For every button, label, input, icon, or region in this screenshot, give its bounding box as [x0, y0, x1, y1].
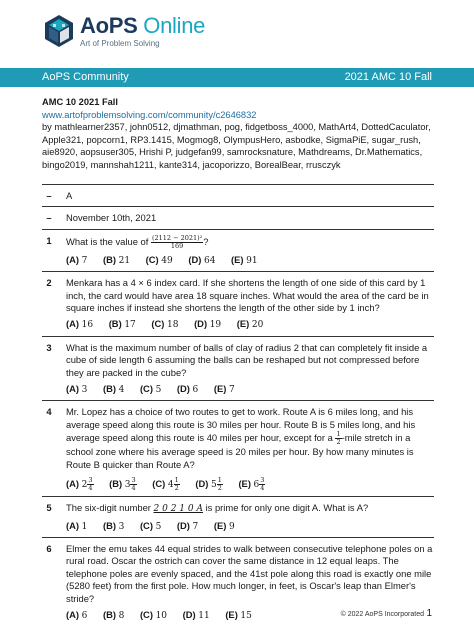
problem-statement: What is the maximum number of balls of clay of radius 2 that can completely fit inside a cube of side length 6 assuming the balls can be reshaped but not compressed before they are packed in the cube? — [66, 341, 428, 378]
answer-choices — [66, 520, 434, 533]
header-banner — [0, 68, 474, 87]
statement-text: Mr. Lopez has a choice of two routes to get to work. Route A is 6 miles long, and his average speed along this route is 30 miles per hour. Route B is 5 miles long, and his average speed along this route is 40 miles per hour, except for a — [66, 406, 416, 444]
problem-3 — [42, 336, 434, 401]
choice-c: (C) 4 $\frac{1}{2}$ — [152, 476, 179, 493]
choice-e: (E) 91 — [231, 253, 258, 266]
problem-number: 1 — [42, 229, 56, 271]
choice-b: (B) 8 — [102, 608, 125, 621]
problem-number: 4 — [42, 401, 56, 497]
answer-choices — [66, 318, 434, 331]
choice-d: (D) 6 — [176, 383, 199, 396]
choice-d: (D) 7 — [176, 519, 199, 532]
problem-number: 5 — [42, 497, 56, 538]
fraction-numerator: 1 — [336, 430, 341, 439]
choice-d: (D) 5 $\frac{1}{2}$ — [195, 476, 222, 493]
aops-cube-logo-icon — [44, 14, 74, 48]
problem-list — [42, 184, 434, 626]
banner-contest: 2021 AMC 10 Fall — [344, 71, 432, 83]
row-number: – — [42, 207, 56, 229]
problem-2 — [42, 272, 434, 337]
problem-statement — [66, 502, 434, 515]
table-row — [42, 185, 434, 207]
problem-statement — [66, 235, 434, 250]
problem-statement — [66, 406, 434, 471]
choice-d: (D) 64 — [188, 253, 216, 266]
choice-e: (E) 9 — [213, 519, 235, 532]
logo-brand: AoPS — [80, 13, 138, 38]
author-list: by mathlearner2357, john0512, djmathman, pog, fidgetboss_4000, MathArt4, DottedCaculator, Apple321, popcorn1, RP3.1415, Mogmog8, OlympusHero, asbodke, SigmaPiE, sugar_rush, aie8920, aopsuser305, Hrishi P, judgefan99, samrocksnature, Mathdreams, Dr.Mathematics, bingo2019, mannshah1211, kante314, jacoporizzo, BorealBear, rrusczyk — [42, 122, 431, 170]
banner-community: AoPS Community — [42, 71, 129, 83]
logo-brand-suffix: Online — [143, 13, 206, 38]
choice-a: (A) 6 — [66, 608, 88, 621]
problem-1 — [42, 229, 434, 271]
six-digit-number: 2 0 2 1 0 A — [153, 504, 203, 515]
community-link[interactable]: www.artofproblemsolving.com/community/c2646832 — [42, 109, 257, 120]
statement-text: is prime for only one digit A. What is A? — [202, 502, 369, 514]
choice-e: (E) 7 — [213, 383, 235, 396]
choice-c: (C) 5 — [139, 383, 162, 396]
choice-b: (B) 4 — [102, 383, 125, 396]
problem-statement: Menkara has a 4 × 6 index card. If she shortens the length of one side of this card by 1 inch, the card would have area 18 square inches. What would the area of the card be in square inches if instead she shortens the length of the other side by 1 inch? — [66, 277, 429, 314]
choice-b: (B) 17 — [108, 318, 136, 331]
problem-number: 6 — [42, 537, 56, 626]
choice-c: (C) 10 — [139, 608, 168, 621]
problem-5 — [42, 497, 434, 538]
answer-choices — [66, 383, 434, 396]
fraction-numerator: (2112 − 2021)² — [151, 233, 203, 242]
choice-a: (A) 3 — [66, 383, 88, 396]
choice-c: (C) 18 — [151, 318, 179, 331]
fraction — [151, 235, 203, 250]
table-row — [42, 207, 434, 229]
choice-b: (B) 3 — [102, 519, 125, 532]
logo-tagline: Art of Problem Solving — [80, 39, 160, 48]
page-number: 1 — [426, 608, 432, 619]
choice-a: (A) 1 — [66, 519, 88, 532]
statement-text: ? — [203, 235, 209, 247]
answer-choices — [66, 475, 434, 492]
row-number: – — [42, 185, 56, 207]
document-title: AMC 10 2021 Fall — [42, 97, 118, 107]
choice-b: (B) 3 $\frac{3}{4}$ — [109, 476, 136, 493]
choice-c: (C) 5 — [139, 519, 162, 532]
problem-statement: Elmer the emu takes 44 equal strides to walk between consecutive telephone poles on a rural road. Oscar the ostrich can cover the same distance in 12 equal leaps. The telephone poles are evenly spaced, and the 41st pole along this road is exactly one mile (5280 feet) from the first pole. How much longer, in feet, is Oscar's leap than Elmer's stride? — [66, 542, 433, 604]
statement-text: -mile stretch in a school zone where his average speed is 20 miles per hour. By how many minutes is Route B quicker than Route A? — [66, 432, 414, 470]
logo-title — [80, 14, 205, 38]
choice-a: (A) 2 $\frac{3}{4}$ — [66, 476, 93, 493]
choice-d: (D) 11 — [182, 608, 210, 621]
problem-number: 2 — [42, 272, 56, 337]
choice-e: (E) 6 $\frac{3}{4}$ — [238, 476, 265, 493]
footer-copyright: © 2022 AoPS Incorporated — [340, 611, 424, 618]
choice-e: (E) 15 — [225, 608, 252, 621]
aops-logo[interactable] — [44, 14, 205, 52]
problem-number: 3 — [42, 336, 56, 401]
choice-e: (E) 20 — [236, 318, 264, 331]
choice-c: (C) 49 — [145, 253, 173, 266]
section-label: A — [66, 185, 434, 207]
choice-a: (A) 7 — [66, 253, 88, 266]
statement-text: The six-digit number — [66, 502, 154, 514]
fraction-denominator: 169 — [170, 241, 184, 250]
contest-date: November 10th, 2021 — [66, 207, 434, 229]
choice-d: (D) 19 — [194, 318, 222, 331]
choice-a: (A) 16 — [66, 318, 94, 331]
fraction-denominator: 2 — [336, 438, 341, 447]
choice-b: (B) 21 — [102, 253, 131, 266]
problem-4 — [42, 401, 434, 497]
statement-text: What is the value of — [66, 235, 151, 247]
document-meta — [42, 96, 437, 171]
answer-choices — [66, 254, 434, 267]
